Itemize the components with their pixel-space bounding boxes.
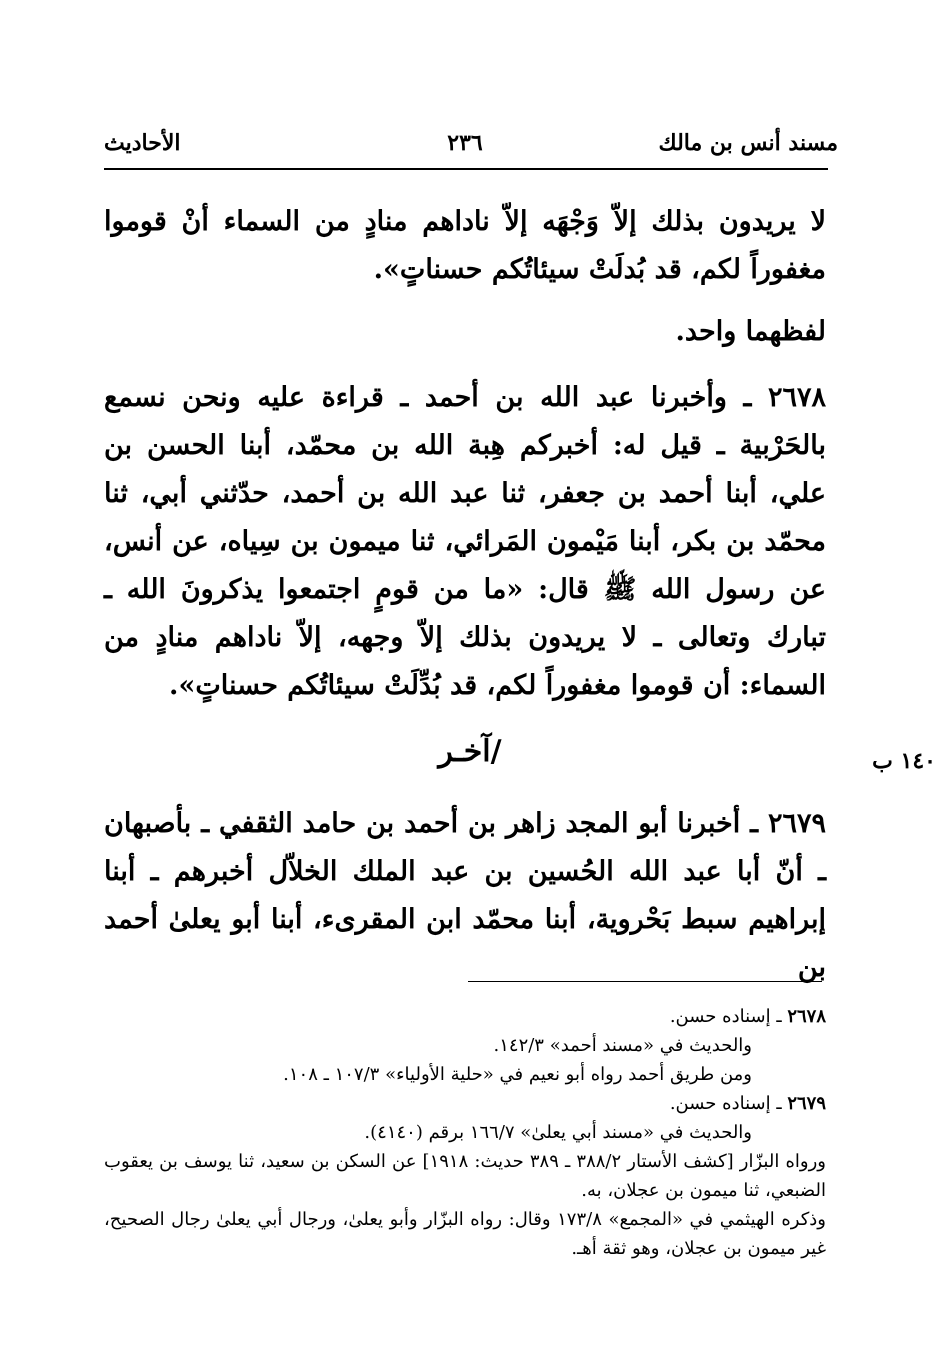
footnote-head-text: إسناده حسن. [669,1093,771,1114]
footnotes [104,1002,826,1263]
footnote-line: ومن طريق أحمد رواه أبو نعيم في «حلية الأولياء» ١٠٧/٣ ـ ١٠٨. [283,1064,752,1085]
footnote-number: ٢٦٧٨ [787,1006,826,1027]
page-number: ٢٣٦ [447,130,483,156]
hadith-number: ٢٦٧٩ [768,808,827,839]
footnote-number: ٢٦٧٩ [787,1093,826,1114]
hadith-dash: ـ [726,382,752,413]
hadith-dash: ـ [740,808,759,839]
header-rule [104,168,828,170]
footnote-head [104,1089,826,1118]
footnote-dash: ـ [770,1093,782,1114]
hadith-text: وأخبرنا عبد الله بن أحمد ـ قراءة عليه ونحن نسمع بالحَرْبية ـ قيل له: أخبركم هِبة الله بن محمّد، أبنا الحسن بن علي، أبنا أحمد بن جعفر، ثنا عبد الله بن أحمد، حدّثني أبي، ثنا محمّد بن بكر، أبنا مَيْمون المَرائي، ثنا ميمون بن سِياه، عن أنس، عن رسول الله ﷺ قال: «ما من قومٍ اجتمعوا يذكرونَ الله ـ تبارك وتعالى ـ لا يريدون بذلك إلاّ وجهه، إلاّ ناداهم منادٍ من السماء: أن قوموا مغفوراً لكم، قد بُدِّلَتْ سيئاتُكم حسناتٍ». [104,382,826,701]
footnote-2678 [104,1002,826,1089]
continuation-paragraph: لا يريدون بذلك إلاّ وَجْهَه إلاّ ناداهم منادٍ من السماء أنْ قوموا مغفوراً لكم، قد بُدلَتْ سيئاتُكم حسناتٍ». [104,206,826,285]
footnote-dash: ـ [770,1006,782,1027]
akhar-heading: /آخـر [438,734,502,769]
manuscript-folio-note: ١٤٠ ب [872,748,936,774]
section-title: الأحاديث [104,130,181,156]
lafz-note: لفظهما واحد. [675,316,826,347]
footnote-line: والحديث في «مسند أبي يعلىٰ» ١٦٦/٧ برقم (٤١٤٠). [364,1122,752,1143]
footnote-line: ورواه البزّار [كشف الأستار ٣٨٨/٢ ـ ٣٨٩ حديث: ١٩١٨] عن السكن بن سعيد، ثنا يوسف بن يعقوب الضبعي، ثنا ميمون بن عجلان، به. [104,1151,826,1201]
hadith-text: أخبرنا أبو المجد زاهر بن أحمد بن حامد الثقفي ـ بأصبهان ـ أنّ أبا عبد الله الحُسين بن عبد الملك الخلاّل أخبرهم ـ أبنا إبراهيم سبط بَحْروية، أبنا محمّد ابن المقرىء، أبنا أبو يعلىٰ أحمد بن [104,808,826,983]
hadith-number: ٢٦٧٨ [768,382,827,413]
book-title: مسند أنس بن مالك [658,130,838,156]
footnote-2679 [104,1089,826,1263]
footnote-line: وذكره الهيثمي في «المجمع» ١٧٣/٨ وقال: رواه البزّار وأبو يعلىٰ، ورجال أبي يعلىٰ رجال الصحيح، غير ميمون بن عجلان، وهو ثقة أهـ. [104,1209,826,1259]
footnote-rule [468,981,822,982]
footnote-head [104,1002,826,1031]
footnote-line: والحديث في «مسند أحمد» ١٤٢/٣. [493,1035,752,1056]
footnote-head-text: إسناده حسن. [669,1006,771,1027]
hadith-2679 [104,800,826,992]
hadith-2678 [104,374,826,710]
